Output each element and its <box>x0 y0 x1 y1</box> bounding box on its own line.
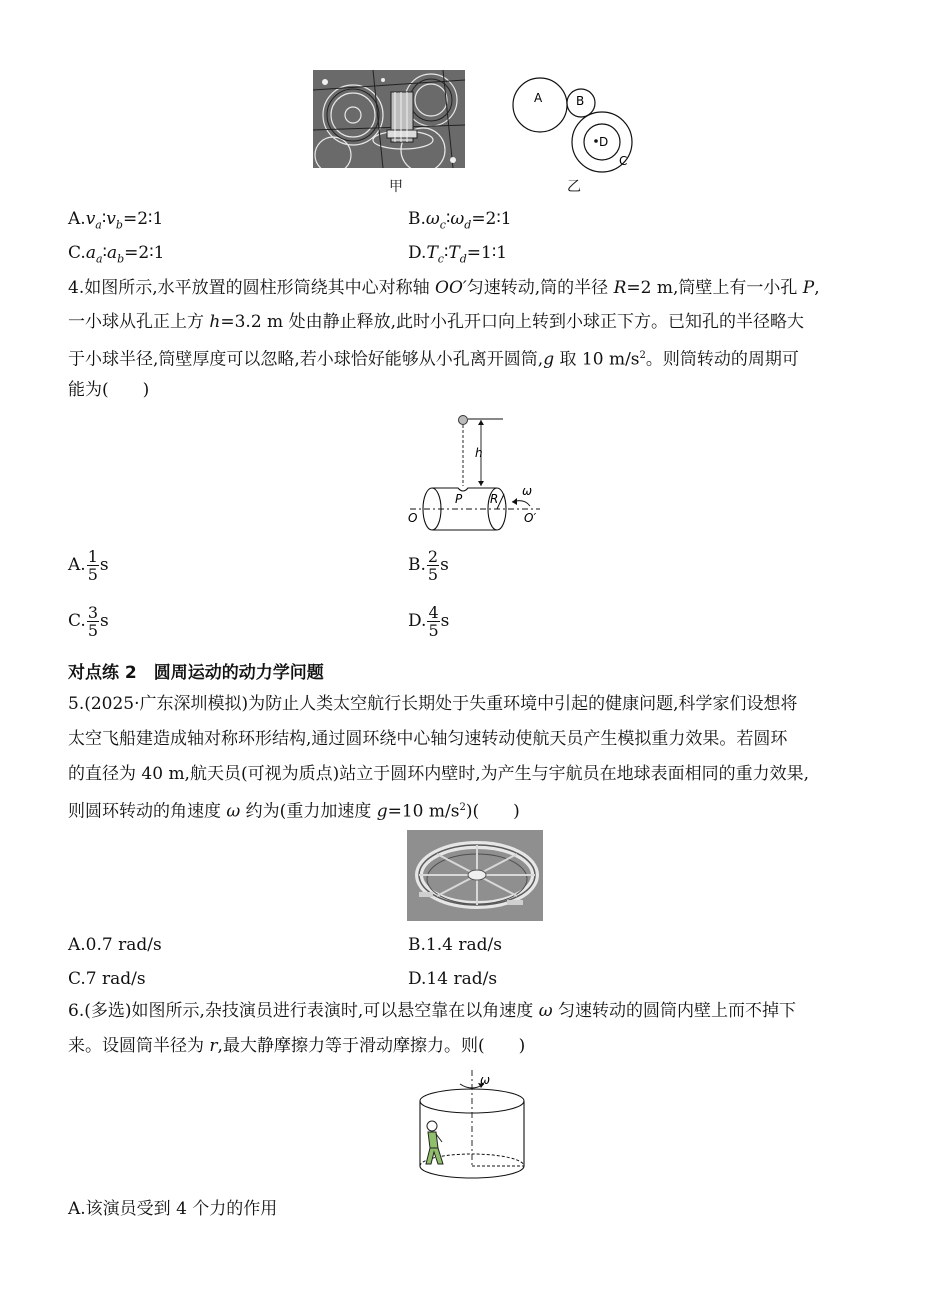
label-o-prime: O′ <box>524 511 537 525</box>
q3-options-row-1 <box>68 208 888 230</box>
q6-line-1: 6.(多选)如图所示,杂技演员进行表演时,可以悬空靠在以角速度 ω 匀速转动的圆筒内壁上而不掉下 <box>68 1001 796 1021</box>
label-o: O <box>408 511 418 525</box>
q4-line-3: 于小球半径,筒壁厚度可以忽略,若小球恰好能够从小孔离开圆筒,g 取 10 $m/s^2$。则筒转动的周期可 <box>68 349 799 370</box>
label-omega: ω <box>522 484 533 498</box>
q3-option-a[interactable]: $A.v_a∶v_b=2∶1$ <box>68 209 164 232</box>
q4-options-row-1 <box>68 543 888 587</box>
q5-options-row-1 <box>68 934 888 956</box>
q4-line-4: 能为( ) <box>68 380 150 400</box>
label-p: P <box>455 492 463 506</box>
q5-line-1: 5.(2025·广东深圳模拟)为防止人类太空航行长期处于失重环境中引起的健康问题,科学家们设想将 <box>68 694 798 714</box>
space-ring-photo <box>407 830 543 921</box>
q4-option-d[interactable]: D. $\frac{4}{5}$ s <box>408 602 450 640</box>
section-heading: 对点练 2 圆周运动的动力学问题 <box>68 663 324 683</box>
rotating-drum-figure <box>412 1068 532 1186</box>
q4-options-row-2 <box>68 599 888 643</box>
label-h: h <box>475 446 483 460</box>
q3-options-row-2 <box>68 242 888 264</box>
circles-figure <box>510 75 635 175</box>
gear-photo-figure <box>313 70 465 168</box>
q3-option-d[interactable]: $D.T_c∶T_d=1∶1$ <box>408 243 508 266</box>
q3-option-c[interactable]: $C.a_a∶a_b=2∶1$ <box>68 243 165 266</box>
q5-option-d[interactable]: D.14 rad/s <box>408 969 498 989</box>
label-d: D <box>599 135 609 149</box>
q4-line-1: 4.如图所示,水平放置的圆柱形筒绕其中心对称轴 OO′匀速转动,筒的半径 R=2 m,筒壁上有一小孔 P, <box>68 278 820 298</box>
q6-label-omega: ω <box>480 1073 491 1087</box>
q4-line-2: 一小球从孔正上方 h=3.2 m 处由静止释放,此时小孔开口向上转到小球正下方。已知孔的半径略大 <box>68 312 804 332</box>
label-b: B <box>576 94 585 108</box>
cylinder-ball-figure <box>400 410 550 535</box>
q5-options-row-2 <box>68 968 888 990</box>
q6-line-2: 来。设圆筒半径为 r,最大静摩擦力等于滑动摩擦力。则( ) <box>68 1036 526 1056</box>
q4-option-b[interactable]: B. $\frac{2}{5}$ s <box>408 546 449 584</box>
q4-option-c[interactable]: C. $\frac{3}{5}$ s <box>68 602 109 640</box>
figure-caption-yi: 乙 <box>567 179 581 195</box>
q3-option-b[interactable]: $B.\omega_c∶\omega_d=2∶1$ <box>408 209 512 232</box>
q5-option-c[interactable]: C.7 rad/s <box>68 969 146 989</box>
q5-line-3: 的直径为 40 m,航天员(可视为质点)站立于圆环内壁时,为产生与宇航员在地球表面相同的重力效果, <box>68 764 810 784</box>
q6-option-a[interactable]: A.该演员受到 4 个力的作用 <box>68 1199 278 1219</box>
label-c: C <box>619 154 628 168</box>
q5-option-a[interactable]: A.0.7 rad/s <box>68 935 162 955</box>
q5-line-4: 则圆环转动的角速度 ω 约为(重力加速度 g=10 $m/s^2$)( ) <box>68 801 520 822</box>
q4-option-a[interactable]: A. $\frac{1}{5}$ s <box>68 546 109 584</box>
q5-line-2: 太空飞船建造成轴对称环形结构,通过圆环绕中心轴匀速转动使航天员产生模拟重力效果。若圆环 <box>68 729 788 749</box>
label-a: A <box>534 91 543 105</box>
label-r: R <box>490 492 499 506</box>
figure-caption-jia: 甲 <box>389 179 403 195</box>
q5-option-b[interactable]: B.1.4 rad/s <box>408 935 502 955</box>
